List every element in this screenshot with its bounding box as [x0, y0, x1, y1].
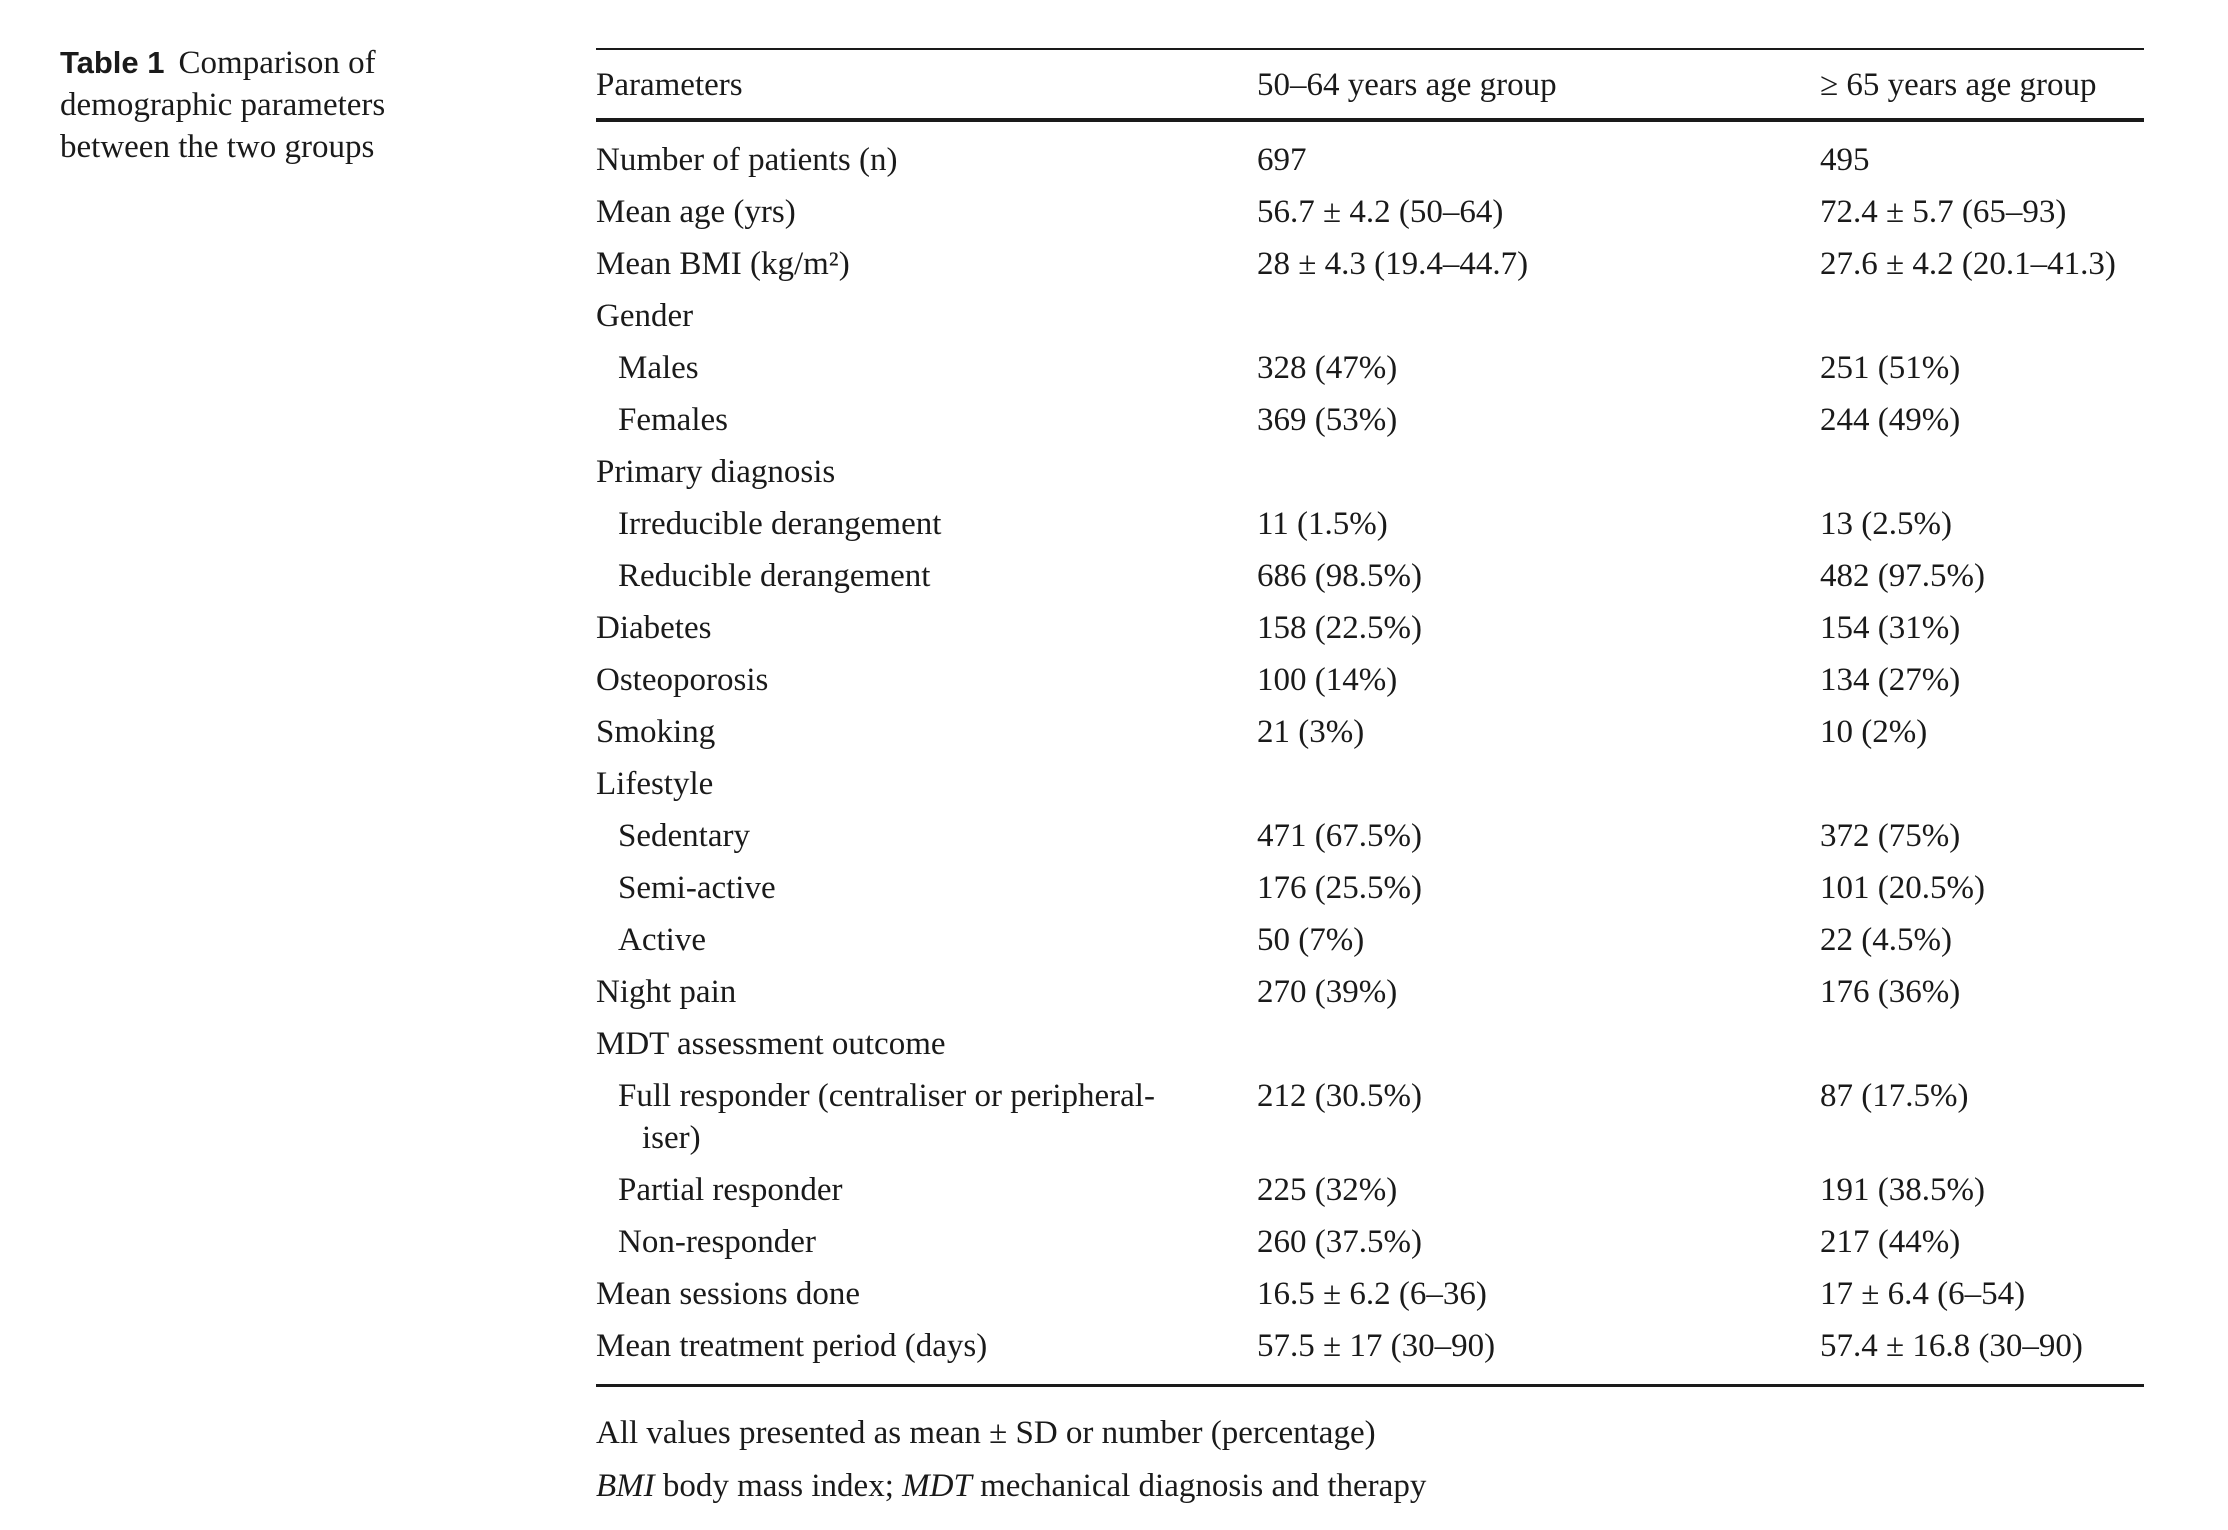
parameter-label: Semi-active — [618, 870, 776, 906]
table-row — [596, 394, 2144, 446]
abbr-mdt-definition: mechanical diagnosis and therapy — [971, 1468, 1427, 1504]
cell-parameter — [596, 1075, 1257, 1159]
cell-parameter — [596, 451, 1257, 493]
cell-group-65-plus: 244 (49%) — [1820, 402, 1961, 438]
table-row — [596, 550, 2144, 602]
parameter-label: Irreducible derangement — [618, 506, 942, 542]
cell-parameter — [596, 1169, 1257, 1211]
table-row — [596, 1018, 2144, 1070]
table-row — [596, 810, 2144, 862]
parameter-label: Partial responder — [618, 1172, 843, 1208]
table-row — [596, 498, 2144, 550]
cell-group-65-plus: 72.4 ± 5.7 (65–93) — [1820, 194, 2067, 230]
cell-group-50-64: 260 (37.5%) — [1257, 1224, 1422, 1260]
parameter-label: Smoking — [596, 714, 716, 750]
table-row — [596, 1268, 2144, 1320]
cell-group-50-64: 21 (3%) — [1257, 714, 1365, 750]
abbr-bmi: BMI — [596, 1468, 655, 1504]
demographics-table — [596, 48, 2144, 1513]
table-row — [596, 862, 2144, 914]
cell-group-50-64: 100 (14%) — [1257, 662, 1398, 698]
cell-parameter — [596, 711, 1257, 753]
cell-group-65-plus: 495 — [1820, 142, 1870, 178]
cell-group-50-64: 697 — [1257, 142, 1307, 178]
cell-parameter — [596, 1325, 1257, 1367]
table-row — [596, 966, 2144, 1018]
cell-group-65-plus: 27.6 ± 4.2 (20.1–41.3) — [1820, 246, 2116, 282]
cell-parameter — [596, 919, 1257, 961]
cell-group-65-plus — [1820, 763, 2144, 805]
cell-group-65-plus: 251 (51%) — [1820, 350, 1961, 386]
table-row — [596, 1070, 2144, 1164]
cell-group-50-64: 471 (67.5%) — [1257, 818, 1422, 854]
cell-group-50-64: 158 (22.5%) — [1257, 610, 1422, 646]
cell-group-65-plus: 482 (97.5%) — [1820, 558, 1985, 594]
cell-group-65-plus: 154 (31%) — [1820, 610, 1961, 646]
cell-group-50-64: 369 (53%) — [1257, 402, 1398, 438]
parameter-label: Sedentary — [618, 818, 750, 854]
cell-group-65-plus: 191 (38.5%) — [1820, 1172, 1985, 1208]
cell-parameter — [596, 607, 1257, 649]
table-row — [596, 446, 2144, 498]
header-parameters: Parameters — [596, 66, 743, 103]
parameter-label: Osteoporosis — [596, 662, 769, 698]
table-row — [596, 1216, 2144, 1268]
cell-group-65-plus: 57.4 ± 16.8 (30–90) — [1820, 1328, 2083, 1364]
parameter-label: Night pain — [596, 974, 737, 1010]
table-body — [596, 122, 2144, 1384]
parameter-label: Males — [618, 350, 699, 386]
parameter-label: Non-responder — [618, 1224, 816, 1260]
table-footnotes — [596, 1387, 2144, 1513]
cell-group-50-64: 176 (25.5%) — [1257, 870, 1422, 906]
cell-group-50-64: 11 (1.5%) — [1257, 506, 1388, 542]
cell-group-50-64: 16.5 ± 6.2 (6–36) — [1257, 1276, 1487, 1312]
cell-parameter — [596, 867, 1257, 909]
parameter-label: Number of patients (n) — [596, 142, 898, 178]
cell-group-65-plus: 217 (44%) — [1820, 1224, 1961, 1260]
parameter-label: Mean sessions done — [596, 1276, 860, 1312]
table-row — [596, 758, 2144, 810]
cell-parameter — [596, 1273, 1257, 1315]
cell-group-50-64: 686 (98.5%) — [1257, 558, 1422, 594]
table-row — [596, 1164, 2144, 1216]
cell-group-50-64: 212 (30.5%) — [1257, 1078, 1422, 1114]
header-group-50-64: 50–64 years age group — [1257, 66, 1557, 103]
cell-parameter — [596, 763, 1257, 805]
caption-text: Comparison of demographic parameters between the two groups — [60, 45, 386, 165]
cell-group-65-plus — [1820, 451, 2144, 493]
parameter-label: Active — [618, 922, 706, 958]
table-row — [596, 186, 2144, 238]
header-group-65-plus: ≥ 65 years age group — [1820, 66, 2097, 103]
cell-group-65-plus — [1820, 1023, 2144, 1065]
abbr-mdt: MDT — [902, 1468, 972, 1504]
table-row — [596, 134, 2144, 186]
parameter-label-continuation: iser) — [642, 1120, 701, 1156]
cell-parameter — [596, 971, 1257, 1013]
parameter-label: Reducible derangement — [618, 558, 931, 594]
parameter-label: MDT assessment outcome — [596, 1026, 946, 1062]
table-label: Table 1 — [60, 45, 165, 80]
cell-group-50-64: 328 (47%) — [1257, 350, 1398, 386]
parameter-label: Diabetes — [596, 610, 712, 646]
parameter-label: Lifestyle — [596, 766, 714, 802]
cell-group-50-64 — [1257, 763, 1820, 805]
parameter-label: Females — [618, 402, 728, 438]
cell-parameter — [596, 347, 1257, 389]
table-row — [596, 914, 2144, 966]
cell-parameter — [596, 295, 1257, 337]
cell-parameter — [596, 243, 1257, 285]
cell-parameter — [596, 1221, 1257, 1263]
table-row — [596, 238, 2144, 290]
footnote-values: All values presented as mean ± SD or number (percentage) — [596, 1415, 1376, 1451]
cell-group-50-64 — [1257, 295, 1820, 337]
footnote-abbreviations — [596, 1460, 2144, 1513]
cell-group-50-64: 225 (32%) — [1257, 1172, 1398, 1208]
parameter-label: Mean BMI (kg/m²) — [596, 246, 850, 282]
cell-parameter — [596, 659, 1257, 701]
table-row — [596, 654, 2144, 706]
abbr-bmi-definition: body mass index; — [654, 1468, 903, 1504]
cell-group-65-plus: 372 (75%) — [1820, 818, 1961, 854]
cell-group-50-64: 50 (7%) — [1257, 922, 1365, 958]
parameter-label: Primary diagnosis — [596, 454, 836, 490]
cell-group-65-plus: 134 (27%) — [1820, 662, 1961, 698]
table-header-row — [596, 50, 2144, 118]
cell-group-65-plus: 22 (4.5%) — [1820, 922, 1952, 958]
parameter-label: Gender — [596, 298, 694, 334]
cell-parameter — [596, 139, 1257, 181]
cell-group-65-plus — [1820, 295, 2144, 337]
cell-group-65-plus: 87 (17.5%) — [1820, 1078, 1969, 1114]
cell-group-65-plus: 101 (20.5%) — [1820, 870, 1985, 906]
cell-parameter — [596, 503, 1257, 545]
cell-parameter — [596, 555, 1257, 597]
cell-group-65-plus: 13 (2.5%) — [1820, 506, 1952, 542]
table-row — [596, 342, 2144, 394]
cell-group-50-64: 56.7 ± 4.2 (50–64) — [1257, 194, 1504, 230]
cell-parameter — [596, 1023, 1257, 1065]
cell-group-65-plus: 10 (2%) — [1820, 714, 1928, 750]
cell-group-50-64: 28 ± 4.3 (19.4–44.7) — [1257, 246, 1529, 282]
cell-group-65-plus: 176 (36%) — [1820, 974, 1961, 1010]
table-row — [596, 1320, 2144, 1372]
table-caption — [60, 42, 490, 168]
table-row — [596, 290, 2144, 342]
cell-group-65-plus: 17 ± 6.4 (6–54) — [1820, 1276, 2026, 1312]
parameter-label: Mean age (yrs) — [596, 194, 796, 230]
table-row — [596, 706, 2144, 758]
parameter-label: Mean treatment period (days) — [596, 1328, 988, 1364]
cell-parameter — [596, 815, 1257, 857]
parameter-label: Full responder (centraliser or peripheral- — [618, 1078, 1155, 1114]
table-row — [596, 602, 2144, 654]
cell-parameter — [596, 399, 1257, 441]
cell-group-50-64 — [1257, 1023, 1820, 1065]
cell-group-50-64 — [1257, 451, 1820, 493]
cell-parameter — [596, 191, 1257, 233]
cell-group-50-64: 270 (39%) — [1257, 974, 1398, 1010]
cell-group-50-64: 57.5 ± 17 (30–90) — [1257, 1328, 1496, 1364]
